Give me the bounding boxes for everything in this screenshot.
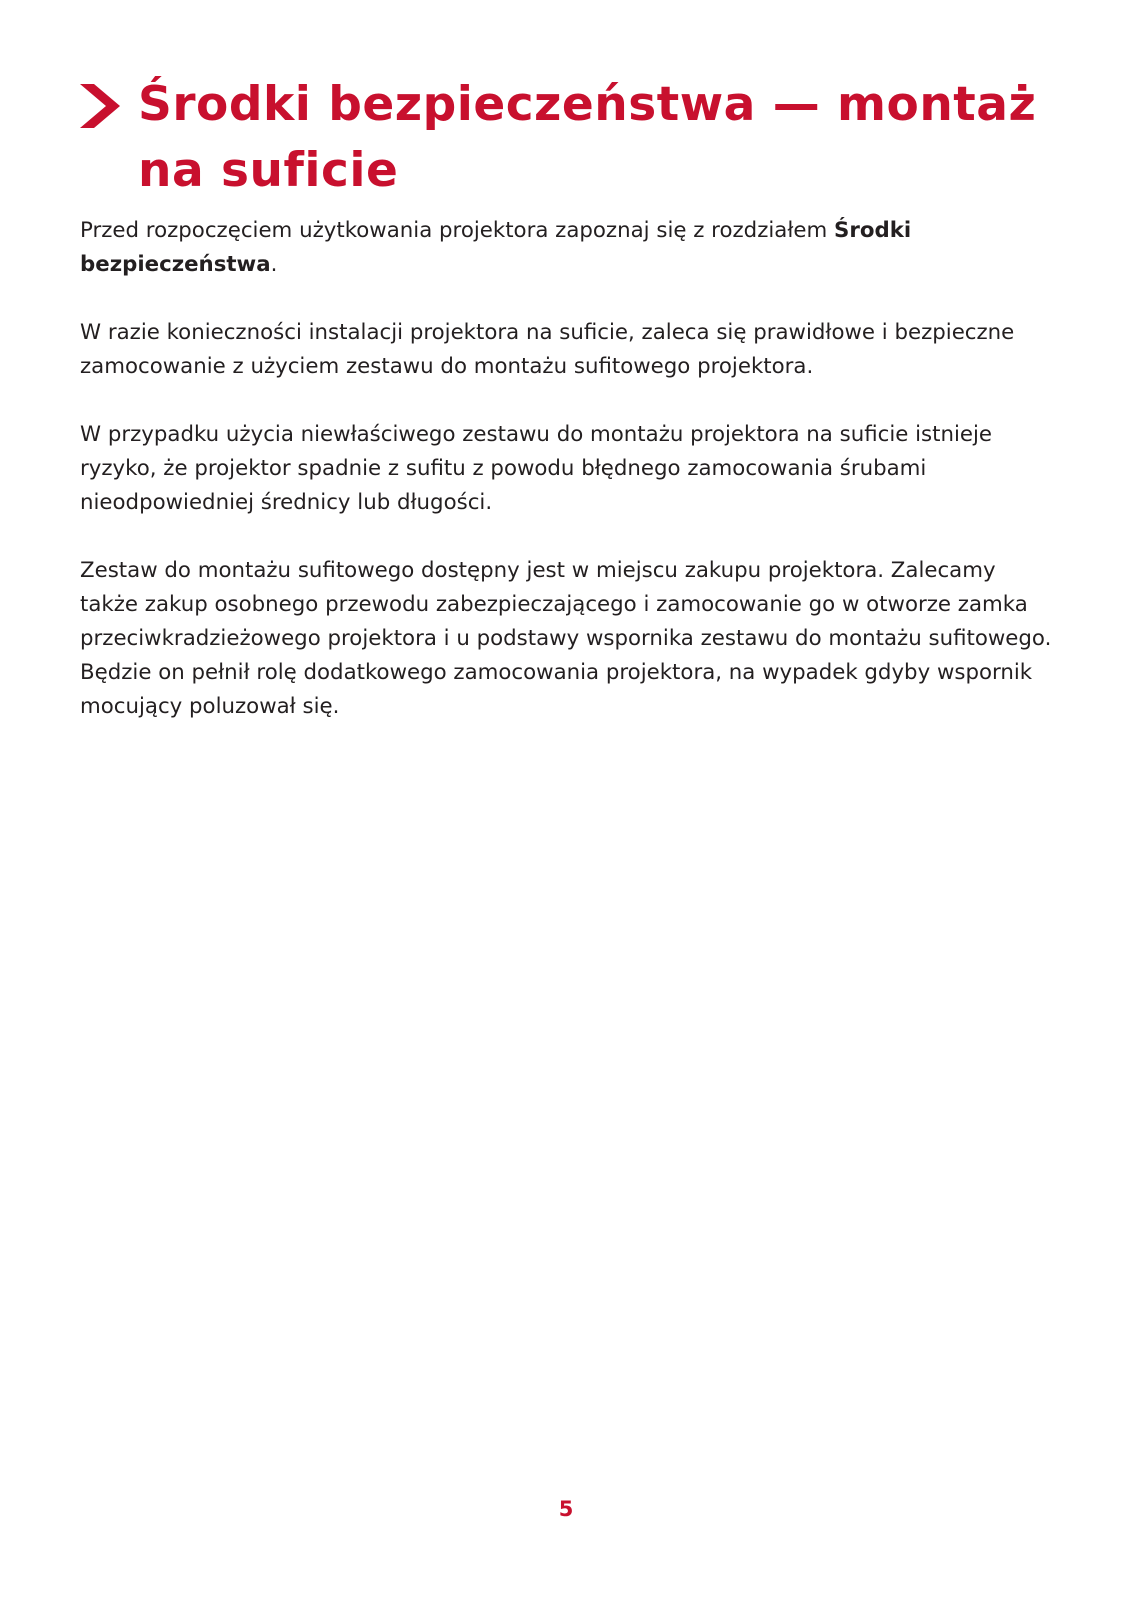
intro-period: . — [270, 252, 278, 277]
paragraph-mount-kit: Zestaw do montażu sufitowego dostępny jest w miejscu zakupu projektora. Zalecamy także zakup osobnego przewodu zabezpieczającego i zamocowanie go w otworze zamka przeciwkradzieżowego projektora i u podstawy wspornika zestawu do montażu sufitowego. Będzie on pełnił rolę dodatkowego zamocowania projektora, na wypadek gdyby wspornik mocujący poluzował się. — [80, 558, 1052, 719]
paragraph-installation: W razie konieczności instalacji projektora na suficie, zaleca się prawidłowe i bezpieczne zamocowanie z użyciem zestawu do montażu sufitowego projektora. — [80, 320, 1015, 379]
intro-text: Przed rozpoczęciem użytkowania projektora zapoznaj się z rozdziałem — [80, 218, 835, 243]
page-number: 5 — [558, 1497, 574, 1521]
chevron-right-icon — [80, 84, 120, 128]
paragraph-risk: W przypadku użycia niewłaściwego zestawu do montażu projektora na suficie istnieje ryzyko, że projektor spadnie z sufitu z powodu błędnego zamocowania śrubami nieodpowiedniej średnicy lub długości. — [80, 422, 993, 515]
section-heading — [80, 72, 1060, 204]
body-content — [80, 214, 1055, 758]
intro-paragraph — [80, 214, 1055, 282]
section-reference: Środki bezpieczeństwa — [80, 218, 912, 277]
page-title: Środki bezpieczeństwa — montaż na suficie — [138, 77, 1037, 198]
